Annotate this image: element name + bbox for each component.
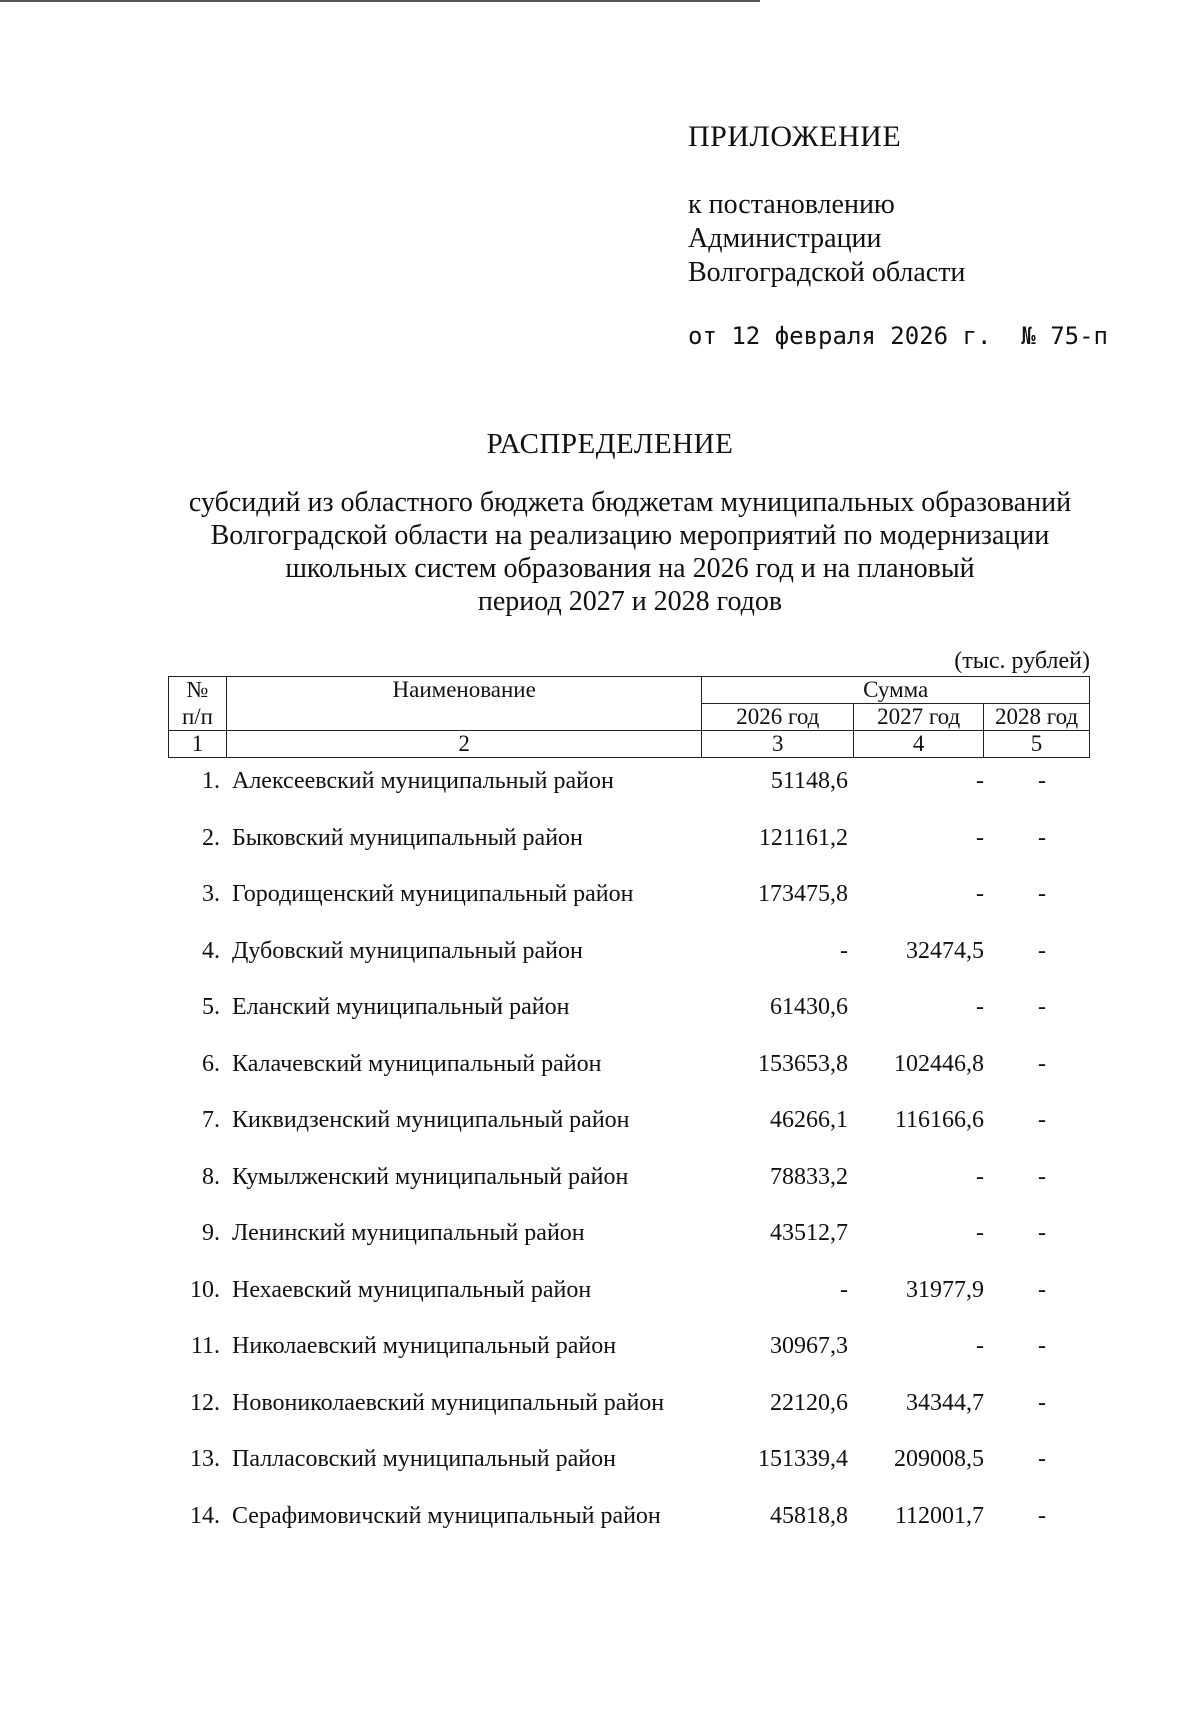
- row-number: 14.: [190, 1502, 220, 1529]
- scan-edge-line: [0, 0, 760, 2]
- appendix-title: ПРИЛОЖЕНИЕ: [688, 120, 902, 153]
- row-name: Городищенский муниципальный район: [232, 881, 634, 907]
- table-row: [168, 1277, 1090, 1317]
- row-2028: -: [1038, 1163, 1046, 1190]
- row-number: 2.: [202, 824, 220, 851]
- row-number: 7.: [202, 1107, 220, 1133]
- row-name: Нехаевский муниципальный район: [232, 1276, 592, 1303]
- row-number: 6.: [202, 1050, 220, 1077]
- row-number: 13.: [190, 1446, 220, 1472]
- row-2027: 31977,9: [906, 1276, 984, 1303]
- row-2026: 121161,2: [758, 824, 848, 851]
- row-2026: -: [840, 937, 848, 964]
- table-row: [168, 1503, 1090, 1543]
- header-2026: 2026 год: [702, 704, 854, 731]
- header-name-sub: [226, 704, 701, 731]
- row-number: 3.: [202, 881, 220, 907]
- row-2026: 46266,1: [770, 1107, 848, 1133]
- table-row: [168, 1220, 1090, 1260]
- row-2026: 22120,6: [770, 1389, 848, 1416]
- row-name: Новониколаевский муниципальный район: [232, 1389, 665, 1416]
- col-number: 3: [702, 731, 854, 758]
- row-2026: 51148,6: [770, 768, 848, 794]
- row-number: 1.: [202, 768, 220, 794]
- row-2027: -: [976, 1220, 984, 1246]
- row-2026: 78833,2: [770, 1163, 848, 1190]
- table-header: [168, 676, 1090, 758]
- row-name: Быковский муниципальный район: [232, 824, 583, 851]
- row-2027: 102446,8: [894, 1050, 984, 1077]
- decree-number: № 75-п: [1021, 322, 1108, 350]
- row-2027: -: [976, 1163, 984, 1190]
- table-row: [168, 938, 1090, 978]
- appendix-line: Волгоградской области: [688, 257, 966, 288]
- row-2028: -: [1038, 1502, 1046, 1529]
- header-name: Наименование: [226, 677, 701, 704]
- row-name: Дубовский муниципальный район: [232, 937, 583, 964]
- document-subtitle: [150, 486, 1110, 618]
- row-number: 10.: [190, 1276, 220, 1303]
- table-row: [168, 1107, 1090, 1147]
- row-number: 5.: [202, 994, 220, 1020]
- row-2026: -: [840, 1276, 848, 1303]
- row-name: Ленинский муниципальный район: [232, 1220, 585, 1246]
- subtitle-line: Волгоградской области на реализацию мероприятий по модернизации: [210, 520, 1050, 551]
- table-row: [168, 768, 1090, 808]
- row-2027: -: [976, 994, 984, 1020]
- row-2028: -: [1038, 1220, 1046, 1246]
- table-row: [168, 881, 1090, 921]
- col-number: 4: [854, 731, 984, 758]
- table-row: [168, 994, 1090, 1034]
- table-row: [168, 825, 1090, 865]
- row-name: Еланский муниципальный район: [232, 994, 570, 1020]
- row-number: 11.: [190, 1333, 220, 1359]
- table-row: [168, 1446, 1090, 1486]
- table-row: [168, 1390, 1090, 1430]
- row-name: Николаевский муниципальный район: [232, 1333, 617, 1359]
- decree-date: от 12 февраля 2026 г.: [688, 322, 992, 350]
- row-2026: 30967,3: [770, 1333, 848, 1359]
- unit-label: (тыс. рублей): [954, 648, 1090, 674]
- row-2028: -: [1038, 768, 1046, 794]
- decree-info: [688, 322, 1108, 350]
- row-2028: -: [1038, 1446, 1046, 1472]
- row-2027: -: [976, 881, 984, 907]
- row-2027: 209008,5: [894, 1446, 984, 1472]
- row-number: 9.: [202, 1220, 220, 1246]
- row-2028: -: [1038, 1050, 1046, 1077]
- row-2028: -: [1038, 1333, 1046, 1359]
- row-2026: 153653,8: [758, 1050, 848, 1077]
- header-2027: 2027 год: [854, 704, 984, 731]
- appendix-line: к постановлению: [688, 189, 895, 220]
- document-title: РАСПРЕДЕЛЕНИЕ: [486, 428, 734, 460]
- header-2028: 2028 год: [984, 704, 1090, 731]
- row-2027: 32474,5: [906, 937, 984, 964]
- row-number: 4.: [202, 937, 220, 964]
- row-name: Калачевский муниципальный район: [232, 1050, 602, 1077]
- row-2028: -: [1038, 824, 1046, 851]
- col-number: 2: [226, 731, 701, 758]
- row-2028: -: [1038, 1276, 1046, 1303]
- row-2027: -: [976, 824, 984, 851]
- row-2027: 116166,6: [894, 1107, 984, 1133]
- subtitle-line: школьных систем образования на 2026 год и на плановый: [285, 553, 975, 584]
- row-2027: 112001,7: [894, 1502, 984, 1529]
- header-no-sub: п/п: [169, 704, 227, 731]
- row-2027: 34344,7: [906, 1389, 984, 1416]
- table-row: [168, 1333, 1090, 1373]
- row-2027: -: [976, 1333, 984, 1359]
- header-sum: Сумма: [702, 677, 1090, 704]
- row-2028: -: [1038, 1389, 1046, 1416]
- table-row: [168, 1051, 1090, 1091]
- row-2028: -: [1038, 881, 1046, 907]
- row-name: Кумылженский муниципальный район: [232, 1163, 629, 1190]
- subtitle-line: период 2027 и 2028 годов: [477, 586, 783, 617]
- row-2026: 151339,4: [758, 1446, 848, 1472]
- row-2027: -: [976, 768, 984, 794]
- row-number: 12.: [190, 1389, 220, 1416]
- row-name: Киквидзенский муниципальный район: [232, 1107, 630, 1133]
- row-2028: -: [1038, 937, 1046, 964]
- row-2026: 61430,6: [770, 994, 848, 1020]
- header-no: №: [169, 677, 227, 704]
- row-name: Палласовский муниципальный район: [232, 1446, 616, 1472]
- col-number: 1: [169, 731, 227, 758]
- col-number: 5: [984, 731, 1090, 758]
- row-2026: 45818,8: [770, 1502, 848, 1529]
- row-2026: 173475,8: [758, 881, 848, 907]
- row-name: Алексеевский муниципальный район: [232, 768, 614, 794]
- row-2028: -: [1038, 1107, 1046, 1133]
- appendix-line: Администрации: [688, 223, 882, 254]
- row-2028: -: [1038, 994, 1046, 1020]
- subtitle-line: субсидий из областного бюджета бюджетам муниципальных образований: [188, 487, 1072, 518]
- row-name: Серафимовичский муниципальный район: [232, 1502, 661, 1529]
- row-number: 8.: [202, 1163, 220, 1190]
- table-row: [168, 1164, 1090, 1204]
- row-2026: 43512,7: [770, 1220, 848, 1246]
